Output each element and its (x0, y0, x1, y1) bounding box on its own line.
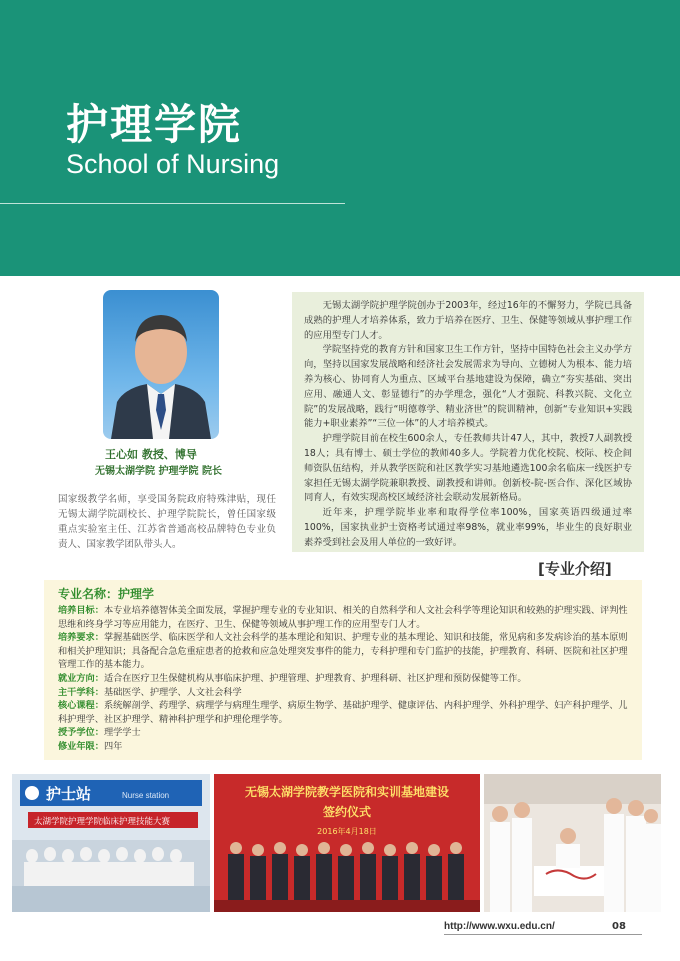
row-text: 适合在医疗卫生保健机构从事临床护理、护理管理、护理教育、护理科研、社区护理和预防保健等工作。 (103, 672, 527, 684)
school-intro (292, 292, 644, 552)
nurse-station-sign-en: Nurse station (122, 791, 170, 800)
major-row-courses (58, 699, 632, 726)
row-text: 基础医学、护理学、人文社会科学 (103, 686, 242, 698)
major-row-disciplines (58, 686, 632, 700)
major-row-career (58, 672, 632, 686)
row-label: 核心课程： (58, 700, 104, 712)
dean-name: 王心如 教授、博导 (105, 448, 197, 461)
major-name-label: 专业名称： (58, 587, 119, 601)
ceremony-banner-line2: 签约仪式 (322, 805, 372, 819)
footer-divider (444, 934, 642, 935)
major-details (58, 604, 632, 754)
major-row-degree (58, 726, 632, 740)
footer-url: http://www.wxu.edu.cn/ (444, 921, 555, 932)
intro-text (304, 299, 632, 551)
row-label: 授予学位： (58, 727, 104, 739)
row-text: 理学学士 (103, 727, 141, 739)
major-row-duration (58, 740, 632, 754)
nurse-station-sign: 护士站 (46, 785, 92, 803)
major-row-requirements (58, 631, 632, 672)
competition-banner: 太湖学院护理学院临床护理技能大赛 (34, 817, 171, 827)
dean-title: 无锡太湖学院 护理学院 院长 (95, 466, 222, 477)
ceremony-date: 2016年4月18日 (317, 827, 377, 836)
row-label: 培养目标： (58, 605, 104, 616)
row-label: 修业年限： (58, 740, 104, 752)
page-subtitle: School of Nursing (66, 149, 280, 179)
divider (0, 203, 345, 204)
ceremony-banner-line1: 无锡太湖学院教学医院和实训基地建设 (244, 785, 450, 799)
header-banner (0, 0, 680, 276)
intro-paragraph: 护理学院目前在校生600余人，专任教师共计47人，其中，教授7人副教授18人；具有博士、硕士学位的教师40多人。学院着力优化校院、校际、校企间师资队伍结构，并从教学医院和社区教学实习基地遴选100余名临床一线医护专家担任无锡太湖学院兼职教授、副教授和讲师。创新校-院-医合作、深化区域协同育人，有效实现高校区域经济社会联动发展新格局。 (304, 433, 632, 504)
row-text: 系统解剖学、药理学、病理学与病理生理学、病原生物学、基础护理学、健康评估、内科护理学、外科护理学、妇产科护理学、儿科护理学、社区护理学、精神科护理学和护理伦理学等。 (58, 700, 628, 725)
dean-bio: 国家级教学名师，享受国务院政府特殊津贴，现任无锡太湖学院副校长、护理学院院长，曾任国家级重点实验室主任、江苏省普通高校品牌特色专业负责人、国家教学团队带头人。 (58, 494, 276, 550)
major-name (58, 585, 154, 602)
intro-paragraph: 无锡太湖学院护理学院创办于2003年，经过16年的不懈努力，学院已具备成熟的护理人才培养体系，致力于培养在医疗、卫生、保健等领域从事护理工作的应用型专门人才。 (304, 300, 632, 341)
row-label: 主干学科： (58, 686, 104, 698)
major-name-value: 护理学 (118, 587, 155, 601)
dean-portrait (103, 290, 219, 439)
photo-nurse-station (12, 774, 210, 912)
row-text: 本专业培养德智体美全面发展，掌握护理专业的专业知识、相关的自然科学和人文社会科学等理论知识和较熟的护理实践、评判性思维和终身学习等应用能力，在医疗、卫生、保健等领域从事护理工作的应用型专门人才。 (58, 605, 628, 630)
photo-signing-ceremony (214, 774, 480, 912)
row-label: 培养要求： (58, 632, 104, 644)
intro-paragraph: 学院坚持党的教育方针和国家卫生工作方针，坚持中国特色社会主义办学方向，坚持以国家发展战略和经济社会发展需求为导向、立德树人为根本、能力培养为核心、协同育人为重点、区域平台基地建设为保障，确立“夯实基础、突出应用、融通人文、彰显德行”的办学理念，强化“人才强院、科教兴院、文化立院”的发展战略，践行“明德尊学、精业济世”的院训精神，创新“专业知识+实践能力+职业素养”“三位一体”的人才培养模式。 (304, 344, 632, 430)
page-number: 08 (612, 921, 626, 932)
intro-paragraph: 近年来，护理学院毕业率和取得学位率100%，国家英语四级通过率100%，国家执业护士资格考试通过率98%，就业率99%，毕业生的良好职业素养受到社会及用人单位的一致好评。 (304, 507, 632, 548)
row-text: 掌握基础医学、临床医学和人文社会科学的基本理论和知识、护理专业的基本理论、知识和技能，常见病和多发病诊治的基本原则和相关护理知识；具备配合急危重症患者的抢救和应急处理突发事件的能力，专科护理和专门监护的技能，护理教育、科研、医院和社区护理管理工作的基本能力。 (58, 632, 628, 671)
major-info (44, 580, 642, 760)
row-text: 四年 (103, 740, 123, 752)
row-label: 就业方向： (58, 672, 104, 684)
section-heading: [专业介绍] (538, 560, 612, 578)
major-row-goal (58, 604, 632, 631)
photo-nursing-training (484, 774, 661, 912)
page-title: 护理学院 (66, 100, 243, 149)
